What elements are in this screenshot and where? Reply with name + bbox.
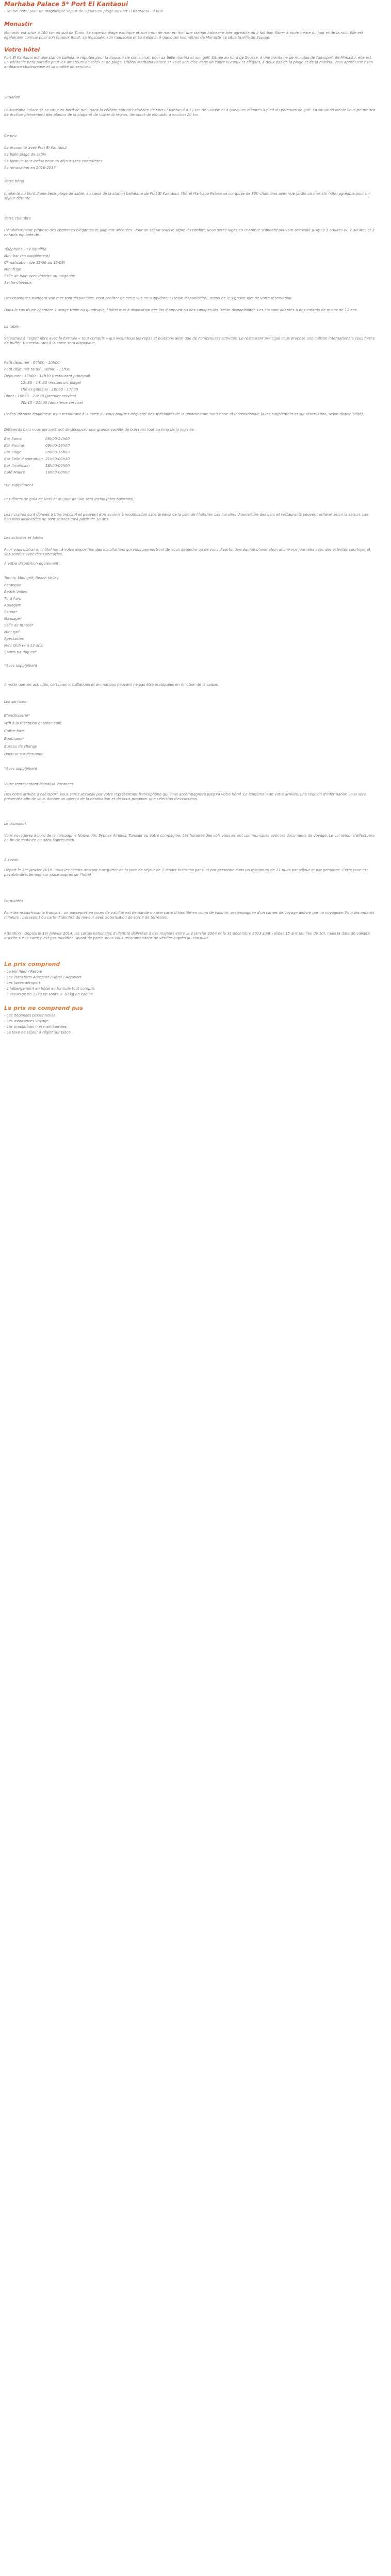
room-label: Votre chambre <box>4 216 31 221</box>
hours-item: 20h15 - 21h00 (deuxième service) <box>21 401 84 405</box>
bar-item: Bar Américain 18h00-00h00 <box>4 464 70 468</box>
excluded-item: - Les prestations non mentionnées <box>4 1025 67 1029</box>
page-title: Marhaba Palace 5* Port El Kantaoui <box>4 1 128 8</box>
service-item: Docteur sur demande <box>4 752 44 756</box>
activities-text: Pour vous distraire, l'hôtel met à votre disposition des installations qui vous permettront de vous détendre ou de vous divertir. Une équipe d'animation anime vos journées avec des activités sportives et vos soirées avec des spectacles. <box>4 548 370 556</box>
page-subtitle: - Un bel hôtel pour un magnifique séjour de 8 jours en plage au Port El Kantaoui - 8 000 <box>4 9 164 13</box>
leisure-item: Mini Club (4 à 12 ans) <box>4 643 44 648</box>
room-note: Des chambres standard vue mer sont disponibles. Pour profiter de cette vue en supplément (selon disponibilité), merci de le signaler lors de votre réservation. <box>4 296 293 300</box>
dining-text: Séjournez à l'esprit libre avec la formule « tout compris » qui inclut tous les repas et boissons ainsi que de nombreuses activités. Le restaurant principal vous propose une cuisine internationale sous forme de buffet. Un restaurant à la carte sera disponible. <box>4 336 375 345</box>
excluded-item: - Les dépenses personnelles <box>4 1013 56 1018</box>
supplement-note-3: *Avec supplément <box>4 767 38 771</box>
leisure-item: Beach Volley <box>4 590 27 594</box>
equip-item: Sèche-cheveux <box>4 281 32 285</box>
leisure-item: Spectacles <box>4 637 24 641</box>
leisure-item: Sauna* <box>4 610 18 614</box>
supplement-note: *En supplément <box>4 483 34 487</box>
price-line-4: Sa rénovation en 2016-2017 <box>4 166 56 170</box>
equip-item: Salle de bain avec douche ou baignoire <box>4 274 76 278</box>
children-note: À noter que les activités, certaines installations et animations peuvent ne pas être pratiquées en fonction de la saison. <box>4 683 220 687</box>
hotel-heading: Votre hôtel <box>4 46 40 53</box>
attention-text: Attention : Depuis le 1er janvier 2014, les cartes nationales d'identité délivrées à des majeurs entre le 2 janvier 2004 et le 31 décembre 2013 sont valides 15 ans (au lieu de 10), mais la date de validité inscrite sur la carte n'est pas modifiée. Avant de partir, nous vous recommandons de vérifier auprès du consulat. <box>4 931 370 940</box>
leisure-item: Sports nautiques* <box>4 650 37 654</box>
transport-label: Le transport <box>4 822 26 826</box>
bar-item: Bar Piscine 09h00-19h00 <box>4 444 70 448</box>
included-item: - Les taxes aéroport <box>4 981 41 985</box>
hours-item: Petit déjeuner : 07h00 - 10h00 <box>4 361 60 365</box>
service-item: Coffre-fort* <box>4 729 25 733</box>
leisure-item: Aquagym <box>4 603 22 607</box>
included-item: - L'assurage de 23kg en soute + 10 kg en cabine <box>4 992 93 996</box>
section-text: Implanté au bord d'une belle plage de sable, au cœur de la station balnéaire de Port El Kantaoui, l'hôtel Marhaba Palace se compose de 330 chambres avec vue jardin ou mer. Un hôtel agréable pour un séjour détente. <box>4 192 370 200</box>
room-note-2: Dans le cas d'une chambre à usage triple ou quadruple, l'hôtel met à disposition des lits d'appoint ou des canapés-lits (selon disponibilité). Les lits sont adaptés à des enfants de moins de 12 ans. <box>4 308 358 312</box>
hours-item: Petit déjeuner tardif : 10h00 - 11h30 <box>4 367 71 371</box>
dining-label: La table <box>4 325 19 329</box>
bar-item: Bar Plage 09h00-16h00 <box>4 450 70 454</box>
bar-item: Bar Sama 09h00-24h00 <box>4 437 70 441</box>
included-item: - L'hébergement en hôtel en formule tout compris <box>4 987 95 991</box>
service-item: Wifi à la réception et salon café <box>4 721 62 725</box>
flight-label: À savoir <box>4 858 19 862</box>
price-line-2: Sa belle plage de sable <box>4 152 46 157</box>
hours-note: Les horaires sont donnés à titre indicatif et peuvent être soumis à modification sans préavis de la part de l'hôtelier. Les horaires d'ouverture des bars et restaurants peuvent différer selon la saison. Les boissons alcoolisées ne sont servies qu'à partir de 18 ans. <box>4 513 369 521</box>
equip-item: Téléphone - TV satellite <box>4 247 47 251</box>
price-label: Ce prix <box>4 134 17 138</box>
service-item: Bureau de change <box>4 744 38 749</box>
excluded-item: - Les assurances voyage <box>4 1019 49 1023</box>
formalities-label: Formalités <box>4 899 23 903</box>
situation-label: Situation <box>4 95 21 99</box>
gala-note: Les dîners de gala de Noël et du Jour de l'An sont inclus (hors boissons). <box>4 497 135 501</box>
price-line-1: Sa proximité avec Port El Kantaoui <box>4 146 67 150</box>
hotel-text: Port El Kantaoui est une station balnéaire réputée pour la douceur de son climat, pour sa belle marina et son golf. Située au nord de Sousse, à une trentaine de minutes de l'aéroport de Monastir, elle est un véritable petit paradis pour les amateurs de soleil et de plage. L'hôtel Marhaba Palace 5* vous accueille dans un cadre luxueux et élégant, à deux pas de la plage et de la marina. Vous apprécierez son ambiance chaleureuse et sa qualité de services. <box>4 56 373 69</box>
equip-item: Climatisation (de 15/06 au 15/09) <box>4 261 66 265</box>
intro-text: Monastir est situé à 160 km au sud de Tunis. Sa superbe plage exotique et son front de mer en font une station balnéaire très agréable où il fait bon flâner à toute heure du jour et de la nuit. Elle est également connue pour son fameux Ribat, sa mosquée, son mausolée et sa médina. À quelques kilomètres de Monastir se situe la ville de Sousse. <box>4 31 363 40</box>
leisure-item: Salle de fitness* <box>4 623 34 628</box>
included-item: - Les Transferts Aéroport / Hôtel / Aéroport <box>4 975 82 979</box>
equip-item: Mini-frigo <box>4 267 21 272</box>
supplement-note-2: *Avec supplément <box>4 664 38 668</box>
section-label: Votre hôtel <box>4 179 24 183</box>
excluded-item: - La taxe de séjour à régler sur place <box>4 1030 71 1035</box>
rep-text: Des notre arrivée à l'aéroport, vous serez accueilli par votre représentant francophone qui vous accompagnera jusqu'à votre hôtel. Le lendemain de votre arrivée, une réunion d'information vous sera présentée afin de vous donner un aperçu de la destination et de vous proposer une sélection d'excursions. <box>4 792 366 801</box>
bars-label: Différents bars vous permettront de découvrir une grande variété de boissons tout au long de la journée : <box>4 428 197 432</box>
leisure-item: Tir à l'arc <box>4 597 21 601</box>
dinner-note: L'hôtel dispose également d'un restaurant à la carte ou vous pourrez déguster des spécialités de la gastronomie tunisienne et internationale (avec supplément et sur réservation, selon disponibilité). <box>4 412 364 416</box>
hours-item: Thé et gâteaux : 16h00 - 17h00 <box>21 387 78 392</box>
leisure-item: Pétanque <box>4 583 22 587</box>
transport-text: Vous voyagerez à bord de la compagnie Nouvel Air, Syphax Airlines, Tunisair ou autre compagnie. Les horaires des vols vous seront communiqués avec les documents de voyage. Le vol retour s'effectuera en fin de matinée ou dans l'après-midi. <box>4 834 375 842</box>
leisure-label: Tennis, Mini golf, Beach Volley <box>4 576 59 580</box>
service-item: Blanchisserie* <box>4 714 30 718</box>
excluded-heading: Le prix ne comprend pas <box>4 1005 84 1011</box>
hours-item: Dîner : 18h30 - 21h30 (premier service) <box>4 394 76 398</box>
flight-text: Départ le 1er janvier 2018 : tous les clients devront s'acquitter de la taxe de séjour de 3 dinars tunisiens par nuit par personne dans un maximum de 21 nuits par séjour et par personne. Cette taxe est payable directement sur place auprès de l'hôtel. <box>4 868 368 877</box>
situation-text: Le Marhaba Palace 5* se situe en bord de mer, dans la célèbre station balnéaire de Port El Kantaoui à 12 km de Sousse et à quelques minutes à pied du parcours de golf. Sa situation idéale vous permettra de profiter pleinement des plaisirs de la plage et de visiter la région. Aéroport de Monastir à environ 20 km. <box>4 108 376 117</box>
price-line-3: Sa formule tout inclus pour un séjour sans contraintes <box>4 159 103 163</box>
leisure-item: Massage* <box>4 617 22 621</box>
bar-item: Bar Salle d'animation 21h00-00h30 <box>4 457 70 461</box>
leisure-item: Mini golf <box>4 630 20 634</box>
hours-item: Déjeuner : 13h00 - 14h30 (restaurant principal) <box>4 374 91 378</box>
rep-label: Votre représentant Monalisa Vacances <box>4 782 74 786</box>
services-label: Les services : <box>4 700 29 704</box>
room-text: L'établissement propose des chambres élégantes et joliment décorées. Pour un séjour sous le signe du confort, vous serez logés en chambre standard pouvant accueillir jusqu'à 3 adultes ou 2 adultes et 2 enfants équipée de : <box>4 228 375 237</box>
hours-item: 12h30 - 14h30 (restaurant plage) <box>21 381 82 385</box>
equip-item: Mini-bar (en supplément) <box>4 254 50 258</box>
bar-item: Café Maure 16h00-00h00 <box>4 470 70 474</box>
activities-text-2: À votre disposition également : <box>4 562 61 566</box>
service-item: Boutiques* <box>4 737 24 741</box>
activities-label: Les activités et loisirs <box>4 536 43 540</box>
destination-heading: Monastir <box>4 21 32 27</box>
included-item: - Le Vol Aller / Retour <box>4 970 43 974</box>
included-heading: Le prix comprend <box>4 961 60 968</box>
formalities-text: Pour les ressortissants français : un passeport en cours de validité est demandé ou une carte d'identité en cours de validité, accompagnée d'un carnet de voyage délivré par un voyagiste. Pour les enfants mineurs : passeport ou carte d'identité du mineur avec autorisation de sortie de territoire. <box>4 911 374 920</box>
